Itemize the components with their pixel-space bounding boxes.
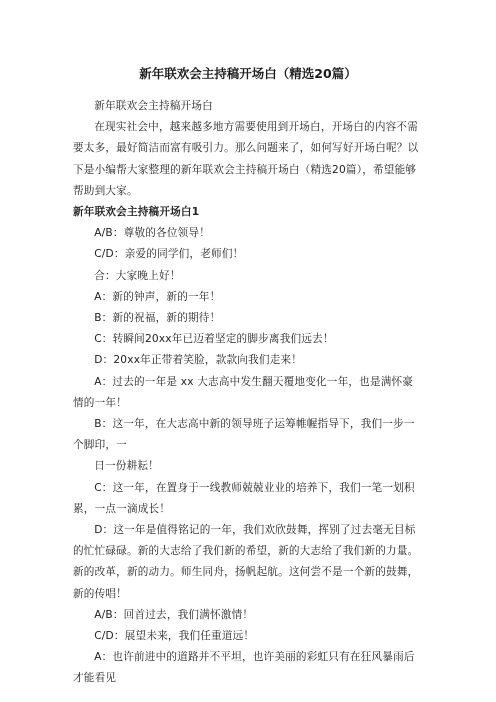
paragraph: C：转瞬间20xx年已迈着坚定的脚步离我们远去！ bbox=[94, 333, 334, 346]
paragraph: A/B：尊敬的各位领导！ bbox=[94, 227, 211, 240]
paragraph: D：20xx年正带着笑脸，款款向我们走来！ bbox=[94, 354, 303, 367]
paragraph: 合：大家晚上好！ bbox=[94, 269, 181, 282]
paragraph: A：也许前进中的道路并不平坦，也许美丽的彩虹只有在狂风暴雨后才能看见 bbox=[73, 651, 415, 685]
document-title: 新年联欢会主持稿开场白（精选20篇） bbox=[139, 66, 357, 81]
paragraph: B：这一年，在大志高中新的领导班子运筹帷幄指导下，我们一步一个脚印，一 bbox=[73, 418, 415, 452]
paragraph: A/B：回首过去，我们满怀激情！ bbox=[94, 608, 254, 621]
document-body bbox=[73, 96, 423, 690]
paragraph: B：新的祝福，新的期待！ bbox=[94, 312, 221, 325]
section-heading: 新年联欢会主持稿开场白1 bbox=[73, 206, 200, 219]
paragraph: C/D：展望未来，我们任重道远！ bbox=[94, 630, 255, 643]
paragraph: A：新的钟声，新的一年！ bbox=[94, 290, 221, 303]
paragraph: 日一份耕耘！ bbox=[94, 460, 159, 473]
paragraph: D：这一年是值得铭记的一年，我们欢欣鼓舞，挥别了过去毫无目标的忙忙碌碌。新的大志给了我们新的希望，新的大志给了我们新的力量。新的改革，新的动力。师生同舟，扬帆起航。这何尝不是一个新的鼓舞，新的传唱！ bbox=[73, 524, 419, 600]
paragraph: 在现实社会中，越来越多地方需要使用到开场白，开场白的内容不需要太多，最好简洁而富有吸引力。那么问题来了，如何写好开场白呢？以下是小编帮大家整理的新年联欢会主持稿开场白（精选20篇），希望能够帮助到大家。 bbox=[73, 121, 419, 197]
paragraph: C：这一年，在置身于一线教师兢兢业业的培养下，我们一笔一划积累，一点一滴成长！ bbox=[73, 481, 415, 515]
paragraph: 新年联欢会主持稿开场白 bbox=[94, 100, 213, 112]
paragraph: A：过去的一年是 xx 大志高中发生翻天覆地变化一年，也是满怀豪情的一年！ bbox=[73, 375, 414, 409]
paragraph: C/D：亲爱的同学们，老师们！ bbox=[94, 248, 244, 261]
